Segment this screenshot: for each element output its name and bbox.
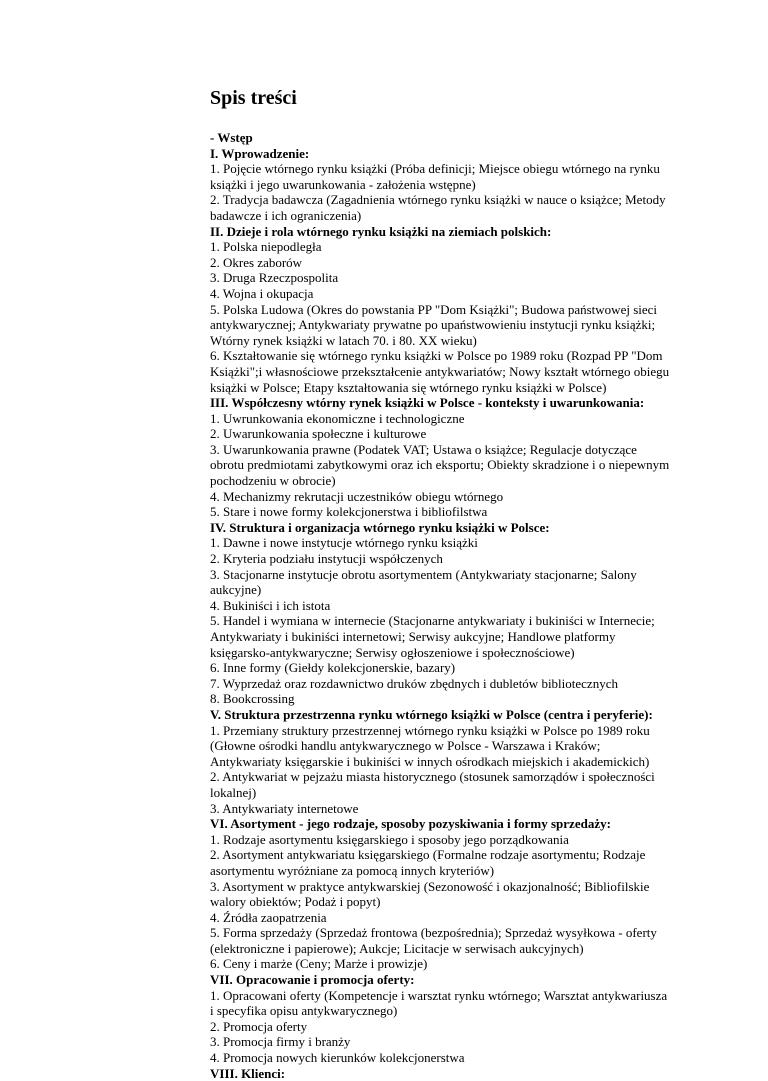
page-title: Spis treści xyxy=(210,87,297,109)
toc-entry: 1. Rodzaje asortymentu księgarskiego i sposoby jego porządkowania xyxy=(210,831,569,847)
toc-section-heading: V. Struktura przestrzenna rynku wtórnego książki w Polsce (centra i peryferie): xyxy=(210,706,653,722)
toc-entry: 4. Wojna i okupacja xyxy=(210,285,314,301)
toc-section-heading: IV. Struktura i organizacja wtórnego rynku książki w Polsce: xyxy=(210,519,550,535)
toc-entry: 5. Polska Ludowa (Okres do powstania PP "Dom Książki"; Budowa państwowej sieci antykwarycznej; Antykwariaty prywatne po upaństwowieniu instytucji rynku książki; Wtórny rynek książki w latach 70. i 80. XX wieku) xyxy=(210,301,658,348)
toc-entry: 1. Uwrunkowania ekonomiczne i technologiczne xyxy=(210,410,465,426)
toc-entry: 2. Promocja oferty xyxy=(210,1018,308,1034)
toc-entry: 6. Kształtowanie się wtórnego rynku książki w Polsce po 1989 roku (Rozpad PP "Dom Książki";i własnościowe przekształcenie antykwariatów; Nowy kształt wtórnego obiegu książki w Polsce; Etapy kształtowania się wtórnego rynku książki w Polsce) xyxy=(210,348,670,395)
toc-section-heading: I. Wprowadzenie: xyxy=(210,145,310,161)
toc-entry: 2. Antykwariat w pejzażu miasta historycznego (stosunek samorządów i społeczności lokalnej) xyxy=(210,769,655,800)
toc-entry: 5. Handel i wymiana w internecie (Stacjonarne antykwariaty i bukiniści w Internecie; Antykwariaty i bukiniści internetowi; Serwisy aukcyjne; Handlowe platformy księgarsko-antykwaryczne; Serwisy ogłoszeniowe i społecznościowe) xyxy=(210,613,655,660)
toc-entry: 2. Uwarunkowania społeczne i kulturowe xyxy=(210,426,427,442)
document-page xyxy=(210,86,670,1081)
table-of-contents xyxy=(210,130,670,1081)
toc-entry: 3. Asortyment w praktyce antykwarskiej (Sezonowość i okazjonalność; Bibliofilskie walory obiektów; Podaż i popyt) xyxy=(210,878,650,910)
toc-section-heading: VI. Asortyment - jego rodzaje, sposoby pozyskiwania i formy sprzedaży: xyxy=(210,816,611,832)
toc-entry: 6. Inne formy (Giełdy kolekcjonerskie, bazary) xyxy=(210,660,456,676)
toc-entry: 7. Wyprzedaż oraz rozdawnictwo druków zbędnych i dubletów bibliotecznych xyxy=(210,675,618,691)
toc-entry: 4. Promocja nowych kierunków kolekcjonerstwa xyxy=(210,1050,465,1066)
toc-entry: 3. Promocja firmy i branży xyxy=(210,1034,351,1050)
toc-entry: 6. Ceny i marże (Ceny; Marże i prowizje) xyxy=(210,956,428,972)
toc-entry: 1. Pojęcie wtórnego rynku książki (Próba definicji; Miejsce obiegu wtórnego na rynku książki i jego uwarunkowania - założenia wstępne) xyxy=(210,161,660,192)
toc-entry: 3. Uwarunkowania prawne (Podatek VAT; Ustawa o książce; Regulacje dotyczące obrotu predmiotami zabytkowymi oraz ich eksportu; Obiekty skradzione i o niepewnym pochodzeniu w obrocie) xyxy=(210,441,670,489)
toc-entry: 2. Okres zaborów xyxy=(210,254,303,270)
toc-entry: 3. Stacjonarne instytucje obrotu asortymentem (Antykwariaty stacjonarne; Salony aukcyjne) xyxy=(210,566,637,598)
toc-section-heading: VIII. Klienci: xyxy=(210,1065,286,1081)
toc-entry: 1. Polska niepodległa xyxy=(210,239,322,255)
toc-section-heading: - Wstęp xyxy=(210,130,253,145)
toc-entry: 2. Kryteria podziału instytucji współczenych xyxy=(210,551,443,567)
toc-entry: 8. Bookcrossing xyxy=(210,691,295,707)
toc-entry: 3. Antykwariaty internetowe xyxy=(210,800,359,816)
toc-entry: 1. Przemiany struktury przestrzennej wtórnego rynku książki w Polsce po 1989 roku (Głowne ośrodki handlu antykwarycznego w Polsce - Warszawa i Kraków; Antykwariaty księgarskie i bukiniści w innych ośrodkach miejskich i akademickich) xyxy=(210,722,650,769)
toc-entry: 4. Źródła zaopatrzenia xyxy=(210,909,327,925)
toc-entry: 2. Tradycja badawcza (Zagadnienia wtórnego rynku książki w nauce o książce; Metody badawcze i ich ograniczenia) xyxy=(210,192,666,223)
toc-entry: 5. Forma sprzedaży (Sprzedaż frontowa (bezpośrednia); Sprzedaż wysyłkowa - oferty (elektroniczne i papierowe); Aukcje; Licitacje w serwisach aukcyjnych) xyxy=(210,925,657,956)
toc-entry: 4. Bukiniści i ich istota xyxy=(210,597,331,613)
toc-entry: 3. Druga Rzeczpospolita xyxy=(210,270,339,286)
toc-section-heading: III. Współczesny wtórny rynek książki w Polsce - konteksty i uwarunkowania: xyxy=(210,395,645,411)
toc-entry: 1. Opracowani oferty (Kompetencje i warsztat rynku wtórnego; Warsztat antykwariusza i specyfika opisu antykwarycznego) xyxy=(210,987,668,1019)
toc-entry: 2. Asortyment antykwariatu księgarskiego (Formalne rodzaje asortymentu; Rodzaje asortymentu wyróżniane za pomocą innych kryteriów) xyxy=(210,847,646,878)
toc-section-heading: VII. Opracowanie i promocja oferty: xyxy=(210,972,415,988)
toc-section-heading: II. Dzieje i rola wtórnego rynku książki na ziemiach polskich: xyxy=(210,223,552,239)
toc-entry: 4. Mechanizmy rekrutacji uczestników obiegu wtórnego xyxy=(210,488,504,504)
toc-entry: 5. Stare i nowe formy kolekcjonerstwa i bibliofilstwa xyxy=(210,504,488,520)
toc-entry: 1. Dawne i nowe instytucje wtórnego rynku książki xyxy=(210,535,478,551)
